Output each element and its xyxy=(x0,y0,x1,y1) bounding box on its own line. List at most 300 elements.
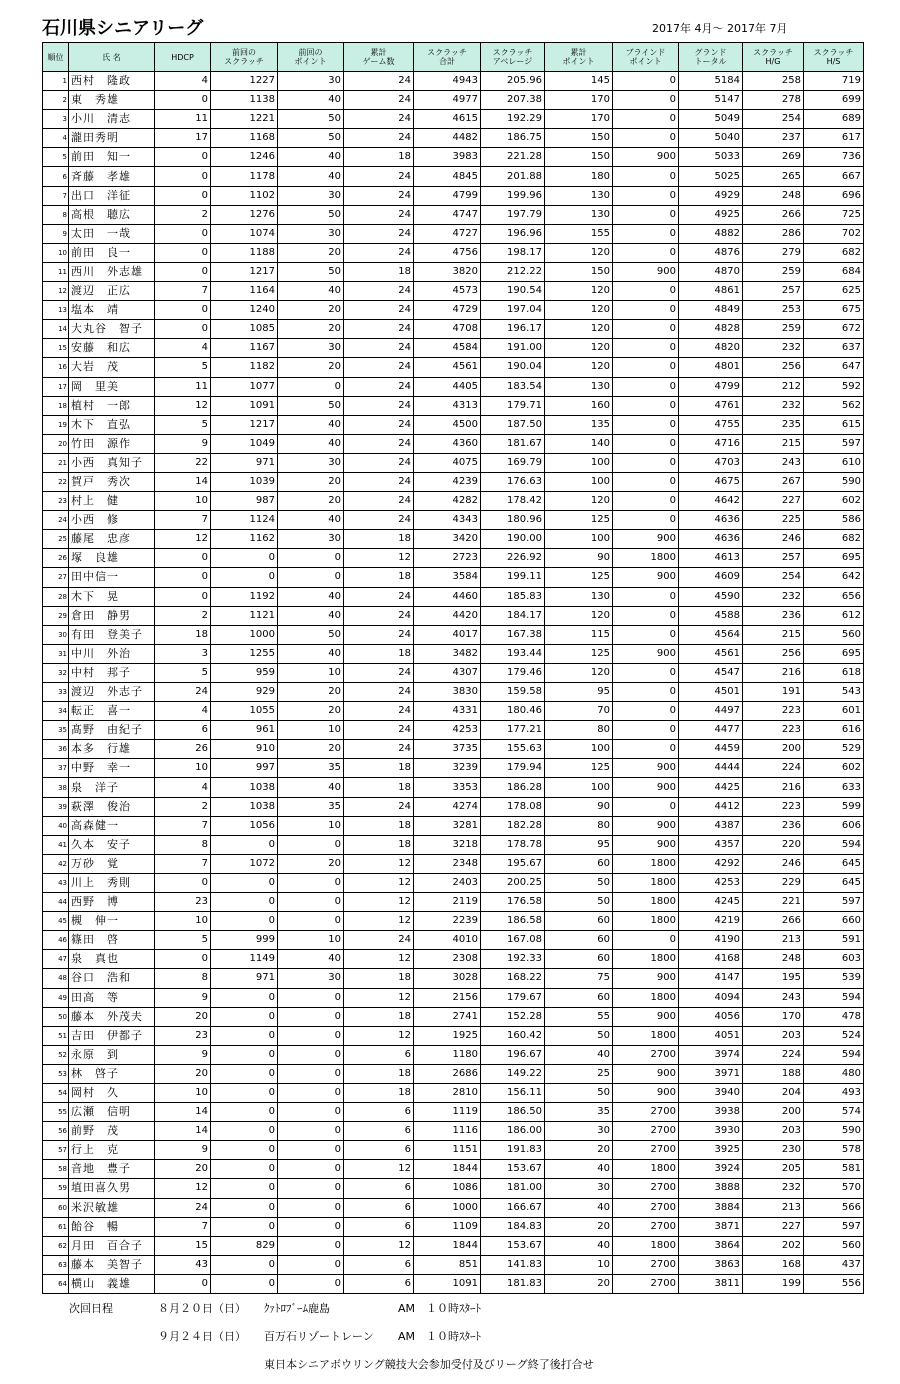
table-cell: 560 xyxy=(804,1236,864,1255)
table-cell: 9 xyxy=(155,1141,211,1160)
table-cell: 186.28 xyxy=(481,778,545,797)
table-cell: 279 xyxy=(743,243,804,262)
table-cell: 178.42 xyxy=(481,492,545,511)
rank-cell: 10 xyxy=(43,243,69,262)
table-cell: 0 xyxy=(211,1274,278,1293)
rank-cell: 57 xyxy=(43,1141,69,1160)
table-cell: 224 xyxy=(743,759,804,778)
table-cell: 2119 xyxy=(414,893,481,912)
table-cell: 3584 xyxy=(414,568,481,587)
table-row xyxy=(43,492,864,511)
table-row xyxy=(43,301,864,320)
table-cell: 1121 xyxy=(211,606,278,625)
table-cell: 24 xyxy=(344,702,414,721)
table-cell: 1151 xyxy=(414,1141,481,1160)
table-cell: 207.38 xyxy=(481,91,545,110)
table-row xyxy=(43,549,864,568)
player-name-cell: 広瀬 信明 xyxy=(69,1103,155,1122)
table-cell: 695 xyxy=(804,549,864,568)
table-cell: 100 xyxy=(545,740,613,759)
table-cell: 1182 xyxy=(211,358,278,377)
table-cell: 562 xyxy=(804,396,864,415)
table-cell: 179.71 xyxy=(481,396,545,415)
table-cell: 227 xyxy=(743,492,804,511)
schedule-2-date: ９月２４日（日） xyxy=(158,1330,246,1343)
table-cell: 0 xyxy=(613,472,679,491)
table-cell: 267 xyxy=(743,472,804,491)
table-cell: 3 xyxy=(155,644,211,663)
table-cell: 160 xyxy=(545,396,613,415)
table-cell: 9 xyxy=(155,988,211,1007)
table-cell: 1056 xyxy=(211,816,278,835)
table-cell: 4828 xyxy=(679,320,743,339)
table-cell: 1240 xyxy=(211,301,278,320)
table-cell: 594 xyxy=(804,988,864,1007)
table-cell: 24 xyxy=(344,358,414,377)
table-cell: 253 xyxy=(743,301,804,320)
table-cell: 616 xyxy=(804,721,864,740)
table-cell: 0 xyxy=(211,1141,278,1160)
rank-cell: 41 xyxy=(43,835,69,854)
table-cell: 205 xyxy=(743,1160,804,1179)
table-cell: 0 xyxy=(613,282,679,301)
table-cell: 4357 xyxy=(679,835,743,854)
table-cell: 7 xyxy=(155,816,211,835)
table-cell: 216 xyxy=(743,778,804,797)
table-cell: 120 xyxy=(545,339,613,358)
table-cell: 8 xyxy=(155,969,211,988)
table-row xyxy=(43,816,864,835)
rank-cell: 36 xyxy=(43,740,69,759)
table-cell: 7 xyxy=(155,511,211,530)
table-cell: 4051 xyxy=(679,1026,743,1045)
player-name-cell: 前田 知一 xyxy=(69,148,155,167)
table-cell: 30 xyxy=(278,453,344,472)
rank-cell: 39 xyxy=(43,797,69,816)
table-cell: 70 xyxy=(545,702,613,721)
player-name-cell: 飴谷 暢 xyxy=(69,1217,155,1236)
table-cell: 10 xyxy=(278,931,344,950)
table-cell: 0 xyxy=(278,1103,344,1122)
table-cell: 24 xyxy=(344,282,414,301)
table-row xyxy=(43,377,864,396)
table-cell: 10 xyxy=(278,663,344,682)
table-row xyxy=(43,396,864,415)
rank-cell: 15 xyxy=(43,339,69,358)
table-cell: 40 xyxy=(278,91,344,110)
rank-cell: 54 xyxy=(43,1083,69,1102)
table-cell: 3482 xyxy=(414,644,481,663)
table-cell: 55 xyxy=(545,1007,613,1026)
column-header: スクラッチ アベレージ xyxy=(481,43,545,72)
table-cell: 478 xyxy=(804,1007,864,1026)
table-cell: 3924 xyxy=(679,1160,743,1179)
table-cell: 20 xyxy=(278,301,344,320)
table-cell: 602 xyxy=(804,759,864,778)
table-cell: 4094 xyxy=(679,988,743,1007)
table-cell: 4460 xyxy=(414,587,481,606)
table-cell: 265 xyxy=(743,167,804,186)
table-row xyxy=(43,472,864,491)
table-cell: 24 xyxy=(344,453,414,472)
table-cell: 987 xyxy=(211,492,278,511)
table-row xyxy=(43,1274,864,1293)
table-cell: 35 xyxy=(545,1103,613,1122)
table-cell: 0 xyxy=(613,72,679,91)
table-cell: 0 xyxy=(278,1122,344,1141)
table-cell: 0 xyxy=(211,873,278,892)
table-row xyxy=(43,835,864,854)
table-cell: 23 xyxy=(155,893,211,912)
table-cell: 4849 xyxy=(679,301,743,320)
table-cell: 40 xyxy=(545,1045,613,1064)
table-cell: 14 xyxy=(155,1122,211,1141)
table-cell: 4977 xyxy=(414,91,481,110)
table-row xyxy=(43,950,864,969)
table-cell: 190.04 xyxy=(481,358,545,377)
table-cell: 0 xyxy=(155,1274,211,1293)
table-cell: 3218 xyxy=(414,835,481,854)
table-cell: 2700 xyxy=(613,1179,679,1198)
table-cell: 0 xyxy=(613,243,679,262)
player-name-cell: 大丸谷 智子 xyxy=(69,320,155,339)
table-cell: 0 xyxy=(278,835,344,854)
table-cell: 168 xyxy=(743,1255,804,1274)
table-cell: 4017 xyxy=(414,625,481,644)
table-row xyxy=(43,1217,864,1236)
table-cell: 0 xyxy=(211,1083,278,1102)
player-name-cell: 月田 百合子 xyxy=(69,1236,155,1255)
rank-cell: 40 xyxy=(43,816,69,835)
column-header: スクラッチ H/G xyxy=(743,43,804,72)
table-cell: 125 xyxy=(545,759,613,778)
player-name-cell: 久本 安子 xyxy=(69,835,155,854)
table-cell: 0 xyxy=(278,568,344,587)
table-cell: 4425 xyxy=(679,778,743,797)
table-cell: 140 xyxy=(545,434,613,453)
table-cell: 24 xyxy=(344,167,414,186)
table-cell: 0 xyxy=(613,740,679,759)
table-cell: 1138 xyxy=(211,91,278,110)
table-cell: 120 xyxy=(545,606,613,625)
table-cell: 1178 xyxy=(211,167,278,186)
table-cell: 0 xyxy=(155,262,211,281)
table-cell: 17 xyxy=(155,129,211,148)
table-cell: 193.44 xyxy=(481,644,545,663)
table-cell: 1800 xyxy=(613,1236,679,1255)
table-cell: 959 xyxy=(211,663,278,682)
table-cell: 1844 xyxy=(414,1236,481,1255)
table-cell: 150 xyxy=(545,262,613,281)
table-cell: 258 xyxy=(743,72,804,91)
table-cell: 150 xyxy=(545,148,613,167)
table-cell: 2156 xyxy=(414,988,481,1007)
table-cell: 12 xyxy=(344,912,414,931)
column-header: グランド トータル xyxy=(679,43,743,72)
table-cell: 9 xyxy=(155,434,211,453)
table-cell: 35 xyxy=(278,797,344,816)
table-cell: 150 xyxy=(545,129,613,148)
table-cell: 10 xyxy=(155,492,211,511)
table-cell: 1180 xyxy=(414,1045,481,1064)
player-name-cell: 村上 健 xyxy=(69,492,155,511)
table-row xyxy=(43,110,864,129)
table-cell: 1800 xyxy=(613,1160,679,1179)
rank-cell: 48 xyxy=(43,969,69,988)
player-name-cell: 植村 一郎 xyxy=(69,396,155,415)
table-cell: 6 xyxy=(155,721,211,740)
table-row xyxy=(43,1255,864,1274)
table-cell: 1227 xyxy=(211,72,278,91)
table-cell: 1800 xyxy=(613,893,679,912)
table-cell: 1246 xyxy=(211,148,278,167)
rank-cell: 26 xyxy=(43,549,69,568)
table-cell: 153.67 xyxy=(481,1160,545,1179)
table-cell: 195.67 xyxy=(481,854,545,873)
table-cell: 24 xyxy=(344,224,414,243)
table-cell: 617 xyxy=(804,129,864,148)
table-cell: 232 xyxy=(743,587,804,606)
table-cell: 900 xyxy=(613,644,679,663)
table-row xyxy=(43,186,864,205)
table-cell: 256 xyxy=(743,644,804,663)
player-name-cell: 音地 豊子 xyxy=(69,1160,155,1179)
table-cell: 0 xyxy=(211,835,278,854)
table-cell: 221.28 xyxy=(481,148,545,167)
table-cell: 20 xyxy=(278,492,344,511)
table-cell: 3864 xyxy=(679,1236,743,1255)
table-header-row xyxy=(43,43,864,72)
table-cell: 168.22 xyxy=(481,969,545,988)
table-cell: 24 xyxy=(344,415,414,434)
table-cell: 695 xyxy=(804,644,864,663)
table-cell: 216 xyxy=(743,663,804,682)
table-cell: 30 xyxy=(278,72,344,91)
table-cell: 682 xyxy=(804,530,864,549)
table-cell: 18 xyxy=(344,778,414,797)
rank-cell: 55 xyxy=(43,1103,69,1122)
table-cell: 4703 xyxy=(679,453,743,472)
table-cell: 1077 xyxy=(211,377,278,396)
table-cell: 4929 xyxy=(679,186,743,205)
table-row xyxy=(43,568,864,587)
table-cell: 130 xyxy=(545,186,613,205)
table-cell: 2308 xyxy=(414,950,481,969)
table-row xyxy=(43,740,864,759)
table-cell: 4564 xyxy=(679,625,743,644)
table-cell: 851 xyxy=(414,1255,481,1274)
table-row xyxy=(43,606,864,625)
table-cell: 24 xyxy=(344,663,414,682)
table-cell: 100 xyxy=(545,453,613,472)
table-cell: 149.22 xyxy=(481,1064,545,1083)
table-row xyxy=(43,969,864,988)
table-cell: 3888 xyxy=(679,1179,743,1198)
table-cell: 18 xyxy=(155,625,211,644)
table-cell: 5040 xyxy=(679,129,743,148)
table-cell: 24 xyxy=(344,492,414,511)
table-cell: 20 xyxy=(278,243,344,262)
player-name-cell: 前田 良一 xyxy=(69,243,155,262)
table-cell: 900 xyxy=(613,816,679,835)
table-cell: 213 xyxy=(743,1198,804,1217)
table-cell: 0 xyxy=(613,358,679,377)
table-cell: 3925 xyxy=(679,1141,743,1160)
rank-cell: 2 xyxy=(43,91,69,110)
table-cell: 5147 xyxy=(679,91,743,110)
table-cell: 1217 xyxy=(211,415,278,434)
table-cell: 4075 xyxy=(414,453,481,472)
table-cell: 0 xyxy=(278,377,344,396)
player-name-cell: 前野 茂 xyxy=(69,1122,155,1141)
player-name-cell: 小西 真知子 xyxy=(69,453,155,472)
rank-cell: 33 xyxy=(43,683,69,702)
table-cell: 4 xyxy=(155,778,211,797)
table-cell: 0 xyxy=(211,1179,278,1198)
table-cell: 40 xyxy=(278,282,344,301)
table-cell: 10 xyxy=(155,759,211,778)
table-cell: 696 xyxy=(804,186,864,205)
table-cell: 4870 xyxy=(679,262,743,281)
table-cell: 0 xyxy=(613,339,679,358)
rank-cell: 50 xyxy=(43,1007,69,1026)
table-cell: 18 xyxy=(344,262,414,281)
table-cell: 24 xyxy=(344,472,414,491)
table-cell: 40 xyxy=(278,511,344,530)
table-cell: 18 xyxy=(344,1007,414,1026)
table-cell: 900 xyxy=(613,1083,679,1102)
table-row xyxy=(43,663,864,682)
table-cell: 212.22 xyxy=(481,262,545,281)
player-name-cell: 出口 洋征 xyxy=(69,186,155,205)
player-name-cell: 髙野 由紀子 xyxy=(69,721,155,740)
table-cell: 524 xyxy=(804,1026,864,1045)
table-cell: 24 xyxy=(344,377,414,396)
table-cell: 0 xyxy=(613,587,679,606)
table-cell: 248 xyxy=(743,950,804,969)
rank-cell: 38 xyxy=(43,778,69,797)
table-cell: 130 xyxy=(545,377,613,396)
table-cell: 5025 xyxy=(679,167,743,186)
table-cell: 246 xyxy=(743,854,804,873)
player-name-cell: 塩本 靖 xyxy=(69,301,155,320)
table-cell: 2239 xyxy=(414,912,481,931)
table-row xyxy=(43,320,864,339)
table-cell: 2700 xyxy=(613,1255,679,1274)
table-cell: 4761 xyxy=(679,396,743,415)
table-cell: 4755 xyxy=(679,415,743,434)
table-cell: 592 xyxy=(804,377,864,396)
table-cell: 120 xyxy=(545,358,613,377)
table-cell: 0 xyxy=(613,721,679,740)
table-cell: 100 xyxy=(545,778,613,797)
table-cell: 266 xyxy=(743,912,804,931)
table-cell: 120 xyxy=(545,320,613,339)
table-cell: 1072 xyxy=(211,854,278,873)
table-cell: 198.17 xyxy=(481,243,545,262)
table-cell: 20 xyxy=(155,1064,211,1083)
table-cell: 80 xyxy=(545,816,613,835)
column-header: ブラインド ポイント xyxy=(613,43,679,72)
table-cell: 0 xyxy=(613,320,679,339)
table-cell: 4561 xyxy=(414,358,481,377)
table-cell: 18 xyxy=(344,644,414,663)
table-cell: 18 xyxy=(344,1064,414,1083)
table-cell: 125 xyxy=(545,644,613,663)
table-cell: 900 xyxy=(613,778,679,797)
table-cell: 0 xyxy=(278,1026,344,1045)
table-cell: 60 xyxy=(545,931,613,950)
player-name-cell: 木下 晃 xyxy=(69,587,155,606)
table-cell: 0 xyxy=(278,1045,344,1064)
table-cell: 675 xyxy=(804,301,864,320)
rank-cell: 3 xyxy=(43,110,69,129)
table-cell: 220 xyxy=(743,835,804,854)
table-cell: 2 xyxy=(155,797,211,816)
table-cell: 236 xyxy=(743,606,804,625)
table-cell: 223 xyxy=(743,702,804,721)
rank-cell: 45 xyxy=(43,912,69,931)
table-cell: 50 xyxy=(278,396,344,415)
table-cell: 6 xyxy=(344,1122,414,1141)
table-cell: 4861 xyxy=(679,282,743,301)
table-cell: 1221 xyxy=(211,110,278,129)
table-cell: 1000 xyxy=(414,1198,481,1217)
table-cell: 0 xyxy=(155,301,211,320)
player-name-cell: 藤本 美智子 xyxy=(69,1255,155,1274)
player-name-cell: 瀧田秀明 xyxy=(69,129,155,148)
table-cell: 0 xyxy=(155,587,211,606)
table-cell: 529 xyxy=(804,740,864,759)
table-cell: 0 xyxy=(278,1083,344,1102)
table-row xyxy=(43,148,864,167)
table-cell: 1217 xyxy=(211,262,278,281)
table-cell: 0 xyxy=(211,1217,278,1236)
table-cell: 24 xyxy=(344,91,414,110)
player-name-cell: 有田 登美子 xyxy=(69,625,155,644)
table-row xyxy=(43,893,864,912)
table-cell: 4727 xyxy=(414,224,481,243)
table-cell: 12 xyxy=(344,873,414,892)
table-cell: 2741 xyxy=(414,1007,481,1026)
table-cell: 4292 xyxy=(679,854,743,873)
table-cell: 196.17 xyxy=(481,320,545,339)
table-cell: 1149 xyxy=(211,950,278,969)
table-cell: 18 xyxy=(344,816,414,835)
table-cell: 1038 xyxy=(211,797,278,816)
table-cell: 20 xyxy=(278,854,344,873)
table-cell: 4313 xyxy=(414,396,481,415)
table-cell: 10 xyxy=(278,816,344,835)
table-cell: 4307 xyxy=(414,663,481,682)
table-cell: 24 xyxy=(155,683,211,702)
table-cell: 3420 xyxy=(414,530,481,549)
table-cell: 4 xyxy=(155,702,211,721)
table-cell: 656 xyxy=(804,587,864,606)
table-cell: 12 xyxy=(344,1160,414,1179)
table-cell: 0 xyxy=(211,1007,278,1026)
table-cell: 24 xyxy=(344,243,414,262)
table-cell: 1162 xyxy=(211,530,278,549)
table-cell: 6 xyxy=(344,1179,414,1198)
table-cell: 900 xyxy=(613,835,679,854)
table-cell: 223 xyxy=(743,721,804,740)
table-row xyxy=(43,1007,864,1026)
table-cell: 24 xyxy=(344,683,414,702)
player-name-cell: 田高 等 xyxy=(69,988,155,1007)
table-cell: 594 xyxy=(804,1045,864,1064)
table-cell: 266 xyxy=(743,205,804,224)
